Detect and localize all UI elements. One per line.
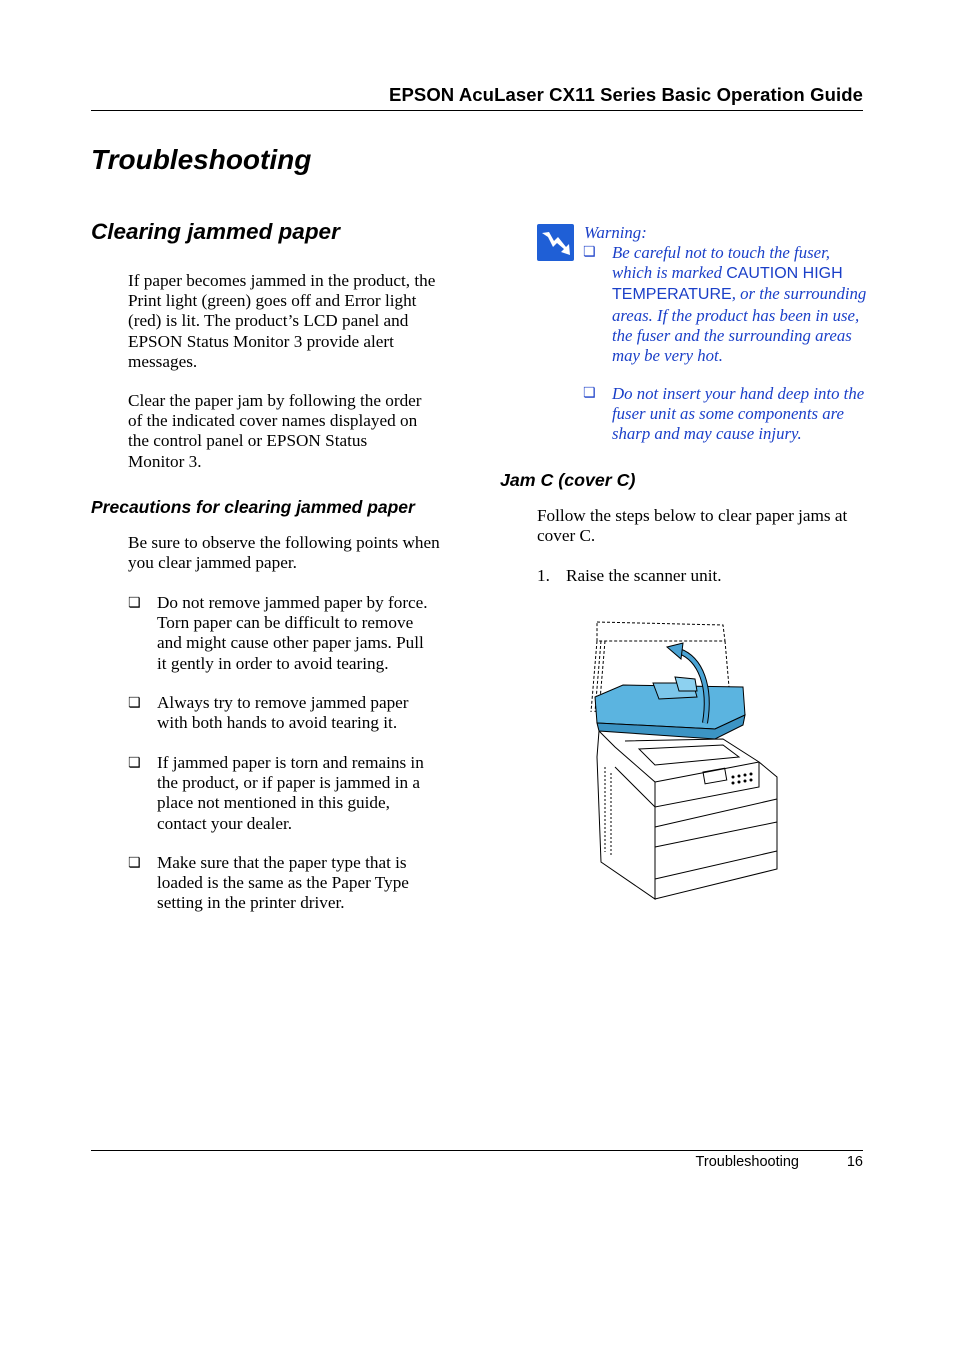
jam-c-intro: Follow the steps below to clear paper jams at cover C.	[537, 506, 848, 546]
precaution-item: ❏ If jammed paper is torn and remains in the product, or if paper is jammed in a place not mentioned in this guide, contact your dealer.	[128, 753, 424, 833]
checkbox-bullet-icon: ❏	[128, 695, 141, 711]
intro-paragraph-1: If paper becomes jammed in the product, the Print light (green) goes off and Error light (red) is lit. The product’s LCD panel and EPSON Status Monitor 3 provide alert messages.	[128, 271, 436, 371]
printer-illustration	[583, 617, 783, 902]
checkbox-bullet-icon: ❏	[128, 755, 141, 771]
page-number: 16	[846, 1154, 863, 1170]
precaution-item: ❏ Do not remove jammed paper by force. Torn paper can be difficult to remove and might cause other paper jams. Pull it gently in order to avoid tearing.	[128, 593, 428, 673]
chapter-title: Troubleshooting	[91, 144, 312, 175]
warning-icon	[537, 224, 574, 261]
section-title: Clearing jammed paper	[91, 219, 340, 244]
running-header: EPSON AcuLaser CX11 Series Basic Operation Guide	[389, 84, 863, 105]
step-text: Raise the scanner unit.	[566, 566, 722, 585]
checkbox-bullet-icon: ❏	[583, 244, 596, 260]
checkbox-bullet-icon: ❏	[128, 855, 141, 871]
checkbox-bullet-icon: ❏	[128, 595, 141, 611]
header-rule	[91, 110, 863, 111]
precaution-item: ❏ Always try to remove jammed paper with both hands to avoid tearing it.	[128, 693, 409, 733]
warning-item: ❏ Be careful not to touch the fuser, which is marked CAUTION HIGH TEMPERATURE, or the surrounding areas. If the product has been in use, the fuser and the surrounding areas may be very hot.	[583, 243, 867, 366]
precaution-item: ❏ Make sure that the paper type that is loaded is the same as the Paper Type setting in the printer driver.	[128, 853, 409, 913]
intro-paragraph-2: Clear the paper jam by following the order of the indicated cover names displayed on the control panel or EPSON Status Monitor 3.	[128, 391, 422, 471]
warning-label: Warning:	[584, 223, 647, 242]
warning-item: ❏ Do not insert your hand deep into the fuser unit as some components are sharp and may cause injury.	[583, 384, 865, 444]
checkbox-bullet-icon: ❏	[583, 385, 596, 401]
footer-rule	[91, 1150, 863, 1151]
precautions-heading: Precautions for clearing jammed paper	[91, 497, 415, 517]
footer-section-name: Troubleshooting	[695, 1154, 799, 1170]
step-number: 1.	[537, 566, 550, 585]
jam-c-heading: Jam C (cover C)	[500, 470, 636, 490]
precautions-intro: Be sure to observe the following points when you clear jammed paper.	[128, 533, 440, 573]
